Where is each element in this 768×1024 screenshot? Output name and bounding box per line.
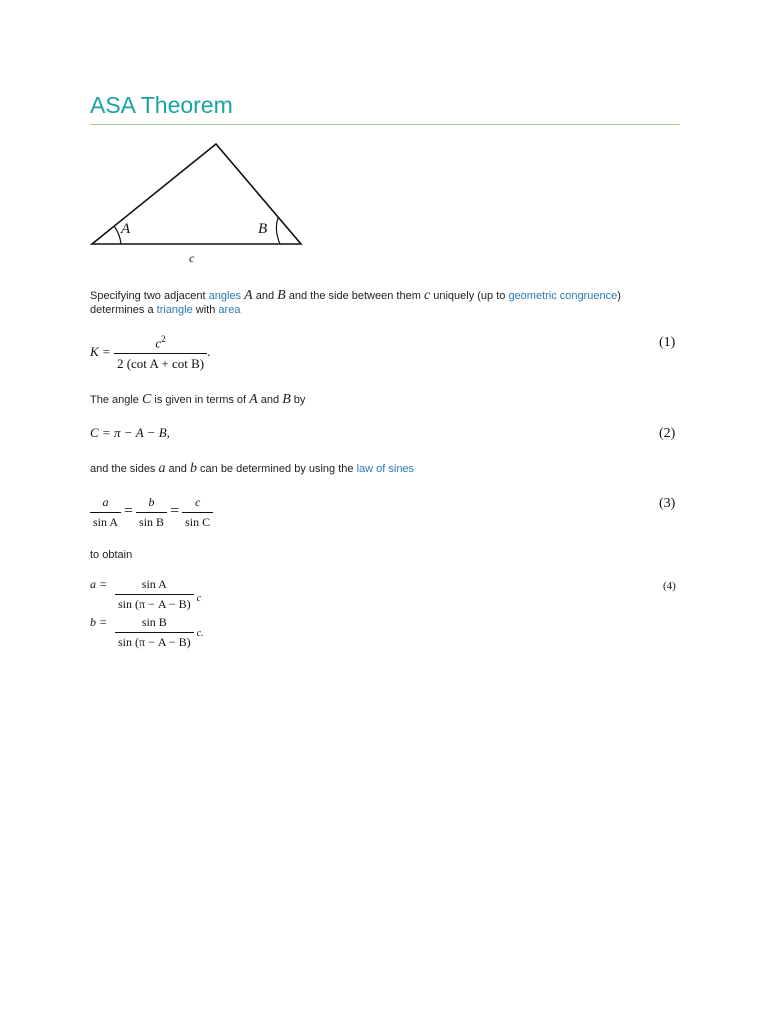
paragraph-4: to obtain — [90, 549, 133, 561]
link-angles[interactable]: angles — [208, 290, 242, 302]
math-A: A — [244, 288, 253, 303]
eq4-line1-num: sin A — [141, 577, 167, 591]
eq1-num: c — [155, 335, 162, 351]
eq3-num-b: b — [148, 495, 155, 509]
math-B: B — [282, 392, 291, 407]
link-law-of-sines[interactable]: law of sines — [356, 463, 415, 475]
eq3-equals-1: = — [124, 502, 134, 520]
eq3-den-b: sin B — [136, 512, 167, 530]
page-title: ASA Theorem — [90, 92, 233, 118]
eq1-lhs: K = — [90, 344, 111, 360]
eq4-line1-den: sin (π − A − B) — [115, 594, 194, 612]
equation-2: C = π − A − B, — [90, 425, 170, 440]
eq3-num-c: c — [194, 495, 201, 509]
equation-1-number: (1) — [659, 335, 676, 350]
equation-2-number: (2) — [659, 426, 676, 441]
eq4-line2-tail: c. — [196, 628, 204, 639]
eq1-sup: 2 — [161, 334, 166, 344]
text: Specifying two adjacent — [90, 290, 209, 302]
eq1-denominator: 2 (cot A + cot B) — [114, 353, 207, 372]
label-B: B — [258, 221, 268, 237]
text: and the sides — [90, 463, 159, 475]
eq3-fraction-b — [136, 495, 167, 530]
text: and — [257, 394, 283, 406]
math-c: c — [423, 288, 431, 303]
link-triangle[interactable]: triangle — [156, 304, 193, 316]
text: ) — [617, 290, 621, 302]
link-geometric-congruence[interactable]: geometric congruence — [508, 290, 618, 302]
text: uniquely (up to — [430, 290, 509, 302]
paragraph-1-line-1 — [90, 289, 621, 303]
eq4-line1-lhs: a = — [90, 577, 108, 591]
math-a: a — [158, 461, 166, 476]
paragraph-2 — [90, 393, 305, 407]
link-area[interactable]: area — [218, 304, 241, 316]
eq4-line2-num: sin B — [141, 615, 167, 629]
label-c: c — [189, 251, 195, 265]
title-divider — [90, 124, 680, 125]
eq4-line2-den: sin (π − A − B) — [115, 632, 194, 650]
equation-1 — [90, 334, 210, 372]
text: determines a — [90, 304, 157, 316]
text: with — [192, 304, 219, 316]
eq4-line1-tail: c — [196, 593, 202, 604]
eq4-line1-fraction — [115, 577, 194, 612]
text: and — [165, 463, 190, 475]
math-b: b — [189, 461, 197, 476]
eq1-tail: . — [207, 344, 211, 360]
eq3-equals-2: = — [170, 502, 180, 520]
text: and the side between them — [285, 290, 424, 302]
eq3-num-a: a — [102, 495, 109, 509]
text: is given in terms of — [151, 394, 250, 406]
text: The angle — [90, 394, 142, 406]
math-C: C — [141, 392, 152, 407]
angle-A-arc — [114, 226, 121, 244]
equation-3-number: (3) — [659, 496, 676, 511]
equation-3 — [90, 495, 213, 530]
text: can be determined by using the — [196, 463, 357, 475]
eq4-line2-fraction — [115, 615, 194, 650]
eq3-fraction-a — [90, 495, 121, 530]
equation-4-line-2 — [90, 615, 204, 650]
paragraph-1-line-2 — [90, 303, 240, 317]
eq4-line2-lhs: b = — [90, 615, 108, 629]
text: by — [290, 394, 306, 406]
eq3-den-a: sin A — [90, 512, 121, 530]
math-B: B — [277, 288, 286, 303]
equation-4-line-1 — [90, 577, 201, 612]
eq3-den-c: sin C — [182, 512, 213, 530]
paragraph-3 — [90, 462, 414, 476]
angle-B-arc — [276, 218, 280, 244]
triangle-figure — [88, 138, 308, 268]
equation-4-number: (4) — [663, 580, 676, 592]
eq1-numerator — [114, 334, 207, 353]
math-A: A — [249, 392, 258, 407]
text: and — [252, 290, 278, 302]
eq1-fraction — [114, 334, 207, 372]
eq3-fraction-c — [182, 495, 213, 530]
label-A: A — [121, 221, 131, 237]
